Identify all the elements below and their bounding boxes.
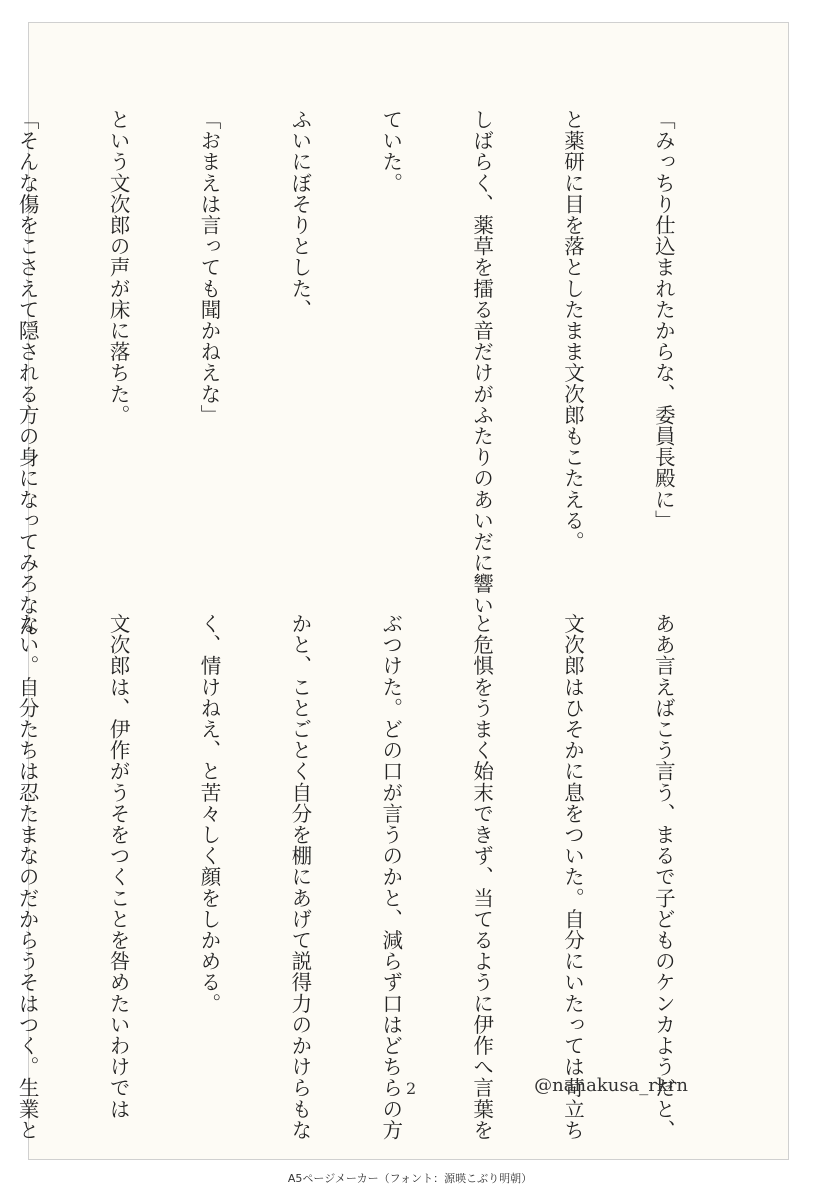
author-handle: @nanakusa_rkrn bbox=[534, 1075, 688, 1096]
text-line: く、情けねえ、と苦々しく顔をしかめる。 bbox=[196, 613, 221, 1014]
text-line: 文次郎は、伊作がうそをつくことを咎めたいわけでは bbox=[106, 613, 131, 1120]
text-line: ああ言えばこう言う、まるで子どものケンカようだと、 bbox=[651, 613, 676, 1141]
text-line: 「みっちり仕込まれたからな、委員長殿に」 bbox=[651, 109, 676, 531]
text-line: ふいにぼそりとした、 bbox=[287, 109, 312, 320]
generator-credit: A5ページメーカー（フォント：源暎こぶり明朝） bbox=[287, 1172, 533, 1185]
text-line: 「そんな傷をこさえて隠される方の身になってみろなん bbox=[15, 109, 40, 637]
text-line: という文次郎の声が床に落ちた。 bbox=[106, 109, 131, 426]
page-number: 2 bbox=[406, 1079, 417, 1098]
manuscript-page bbox=[15, 22, 789, 1160]
text-line: 文次郎はひそかに息をついた。自分にいたっては苛立ち bbox=[560, 613, 585, 1141]
text-line: ない。自分たちは忍たまなのだからうそはつく。生業と bbox=[15, 613, 40, 1141]
upper-text-block bbox=[15, 109, 739, 637]
text-line: と薬研に目を落としたまま文次郎もこたえる。 bbox=[560, 109, 585, 553]
text-line: と危惧をうまく始末できず、当てるように伊作へ言葉を bbox=[469, 613, 494, 1141]
text-line: しばらく、薬草を擂る音だけがふたりのあいだに響い bbox=[469, 109, 494, 616]
text-line: 「おまえは言っても聞かねえな」 bbox=[196, 109, 221, 426]
text-line: ていた。 bbox=[378, 109, 403, 194]
text-line: かと、ことごとく自分を棚にあげて説得力のかけらもな bbox=[287, 613, 312, 1141]
text-line: ぶつけた。どの口が言うのかと、減らず口はどちらの方 bbox=[378, 613, 403, 1141]
